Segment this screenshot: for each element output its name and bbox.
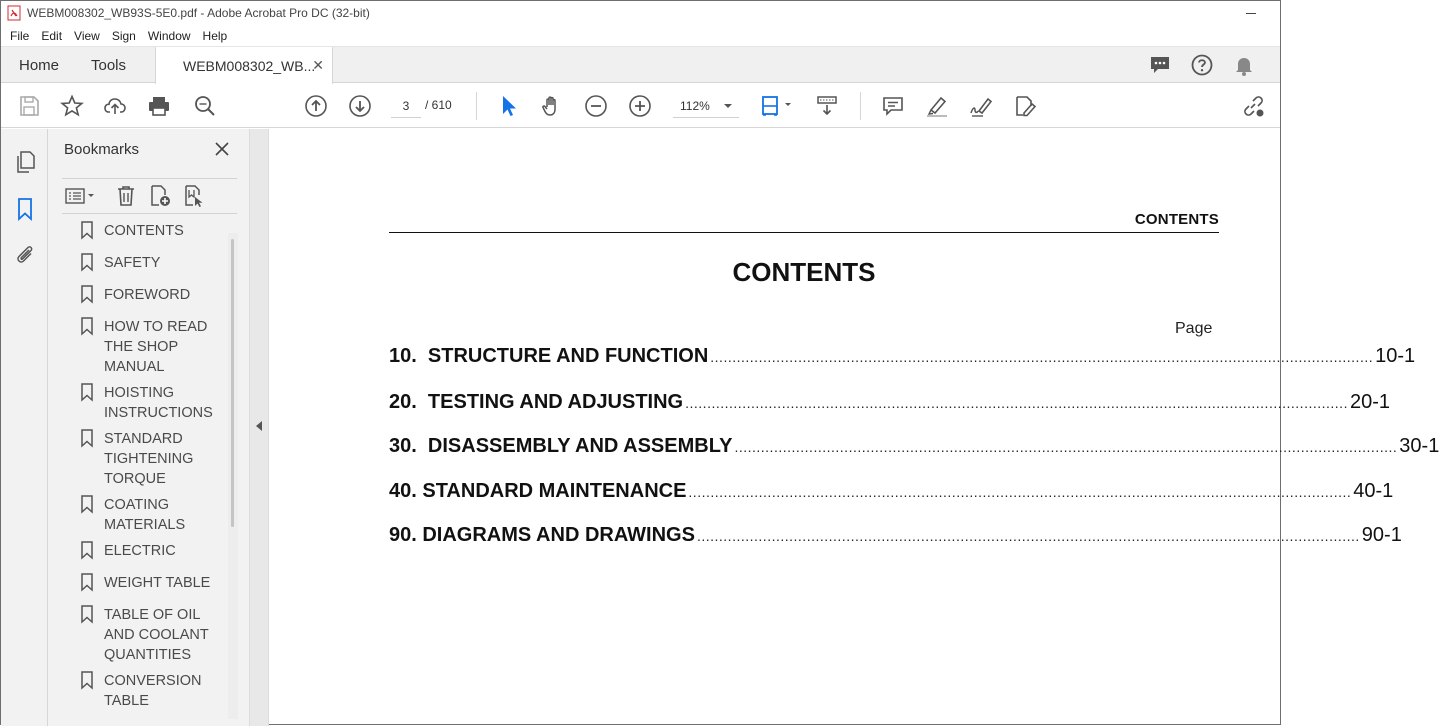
fill-sign-icon[interactable] <box>1013 94 1037 118</box>
hand-tool-icon[interactable] <box>540 94 564 118</box>
bookmarks-panel <box>48 129 249 726</box>
bookmark-ribbon-icon <box>80 495 94 513</box>
zoom-out-icon[interactable] <box>584 94 608 118</box>
tab-tools[interactable]: Tools <box>91 56 127 74</box>
bookmark-label: HOISTING INSTRUCTIONS <box>104 385 213 421</box>
bookmark-label: STANDARD TIGHTENING TORQUE <box>104 431 194 487</box>
menu-sign[interactable]: Sign <box>111 28 136 43</box>
minimize-button[interactable] <box>1244 6 1258 20</box>
toc-leader: ....................................................................................................................................................... <box>734 439 1398 455</box>
toc-page: 10-1 <box>1375 345 1416 367</box>
bookmarks-list <box>62 221 232 721</box>
zoom-search-icon[interactable] <box>193 94 217 118</box>
toc-entry[interactable] <box>389 524 1402 550</box>
toc-entry[interactable] <box>389 435 1439 461</box>
acrobat-app-icon <box>7 6 21 20</box>
toc-title: STRUCTURE AND FUNCTION <box>427 345 709 367</box>
toc-entry[interactable] <box>389 391 1390 417</box>
menu-edit[interactable]: Edit <box>41 28 63 43</box>
bookmark-label: FOREWORD <box>104 287 191 303</box>
page-thumbnails-icon[interactable] <box>13 150 37 174</box>
bookmark-ribbon-icon <box>80 605 94 623</box>
window-title: WEBM008302_WB93S-5E0.pdf - Adobe Acrobat Pro DC (32-bit) <box>27 6 370 20</box>
page-title: CONTENTS <box>732 257 876 287</box>
bookmark-ribbon-icon <box>80 285 94 303</box>
select-cursor-icon[interactable] <box>497 94 521 118</box>
bookmark-label: CONTENTS <box>104 223 184 239</box>
bookmark-options-icon[interactable] <box>64 184 98 208</box>
comment-bubble-icon[interactable] <box>1148 53 1172 77</box>
save-icon[interactable] <box>17 94 41 118</box>
bookmark-label: COATING MATERIALS <box>104 497 186 533</box>
toc-number: 30. <box>389 435 428 457</box>
bookmark-item[interactable] <box>62 495 232 535</box>
bookmark-item[interactable] <box>62 383 232 423</box>
title-bar <box>1 1 1280 25</box>
new-bookmark-icon[interactable] <box>148 184 172 208</box>
toc-title: DISASSEMBLY AND ASSEMBLY <box>427 435 733 457</box>
collapse-panel-arrow-icon[interactable] <box>256 421 262 431</box>
highlight-pen-icon[interactable] <box>925 94 949 118</box>
toc-number: 20. <box>389 391 428 413</box>
bookmark-item[interactable] <box>62 429 232 489</box>
toc-title: DIAGRAMS AND DRAWINGS <box>422 524 695 546</box>
toc-number: 40. <box>389 480 423 502</box>
star-bookmark-icon[interactable] <box>60 94 84 118</box>
bookmark-ribbon-icon <box>80 541 94 559</box>
running-header-text: CONTENTS <box>1134 211 1219 228</box>
main-toolbar <box>1 84 1280 128</box>
tab-document[interactable] <box>155 47 333 84</box>
fit-page-icon[interactable] <box>760 94 794 118</box>
notifications-bell-icon[interactable] <box>1232 53 1256 77</box>
bookmarks-panel-icon[interactable] <box>13 197 37 221</box>
page-column-label: Page <box>1175 320 1213 337</box>
next-page-icon[interactable] <box>348 94 372 118</box>
zoom-in-icon[interactable] <box>628 94 652 118</box>
menu-help[interactable]: Help <box>202 28 228 43</box>
document-view[interactable] <box>269 129 1439 724</box>
comment-icon[interactable] <box>881 94 905 118</box>
current-page-input[interactable] <box>391 94 421 118</box>
bookmark-item[interactable] <box>62 605 232 665</box>
toc-entry[interactable] <box>389 345 1416 371</box>
toolbar-separator <box>860 92 861 120</box>
toc-page: 30-1 <box>1399 435 1439 457</box>
chevron-down-icon <box>724 104 732 108</box>
bookmark-item[interactable] <box>62 671 232 711</box>
bookmark-item[interactable] <box>62 253 232 273</box>
bookmark-item[interactable] <box>62 221 232 241</box>
bookmarks-toolbar <box>62 178 237 214</box>
bookmark-item[interactable] <box>62 285 232 305</box>
toc-title: TESTING AND ADJUSTING <box>427 391 684 413</box>
bookmark-label: TABLE OF OIL AND COOLANT QUANTITIES <box>104 607 209 663</box>
toolbar-separator <box>476 92 477 120</box>
bookmark-item[interactable] <box>62 317 232 377</box>
help-icon[interactable] <box>1190 53 1214 77</box>
bookmark-label: ELECTRIC <box>104 543 176 559</box>
bookmark-label: HOW TO READ THE SHOP MANUAL <box>104 319 208 375</box>
previous-page-icon[interactable] <box>304 94 328 118</box>
bookmark-ribbon-icon <box>80 221 94 239</box>
zoom-level-value: 112% <box>680 99 710 113</box>
bookmark-label: CONVERSION TABLE <box>104 673 202 709</box>
tab-bar <box>1 46 1280 83</box>
menu-file[interactable]: File <box>10 28 30 43</box>
toc-page: 40-1 <box>1353 480 1394 502</box>
menu-bar <box>1 25 1280 46</box>
tab-document-label: WEBM008302_WB... <box>183 57 316 74</box>
toc-page: 90-1 <box>1361 524 1402 546</box>
bookmark-item[interactable] <box>62 541 232 561</box>
scrolling-mode-icon[interactable] <box>815 94 839 118</box>
toc-leader: ....................................................................................................................................................... <box>685 395 1348 411</box>
share-link-icon[interactable] <box>1241 94 1265 118</box>
toc-leader: ....................................................................................................................................................... <box>710 349 1374 365</box>
print-icon[interactable] <box>147 94 171 118</box>
menu-window[interactable]: Window <box>147 28 191 43</box>
navigation-rail <box>1 129 48 726</box>
upload-cloud-icon[interactable] <box>103 94 127 118</box>
zoom-level-dropdown[interactable] <box>673 94 739 118</box>
total-pages: / 610 <box>425 98 452 112</box>
attachments-paperclip-icon[interactable] <box>13 243 37 267</box>
toc-page: 20-1 <box>1349 391 1390 413</box>
bookmark-ribbon-icon <box>80 671 94 689</box>
panel-splitter[interactable] <box>249 129 269 726</box>
bookmark-label: WEIGHT TABLE <box>104 575 211 591</box>
toc-number: 90. <box>389 524 423 546</box>
bookmark-ribbon-icon <box>80 383 94 401</box>
find-bookmark-icon[interactable] <box>182 184 206 208</box>
bookmark-ribbon-icon <box>80 317 94 335</box>
toc-title: STANDARD MAINTENANCE <box>422 480 687 502</box>
bookmark-ribbon-icon <box>80 573 94 591</box>
draw-sign-icon[interactable] <box>969 94 993 118</box>
bookmark-ribbon-icon <box>80 253 94 271</box>
bookmark-ribbon-icon <box>80 429 94 447</box>
bookmark-label: SAFETY <box>104 255 161 271</box>
bookmarks-panel-title: Bookmarks <box>64 141 140 158</box>
tab-bar-right-icons <box>1148 53 1256 77</box>
toc-leader: ....................................................................................................................................................... <box>688 484 1352 500</box>
tab-home[interactable]: Home <box>19 56 60 74</box>
toc-leader: ....................................................................................................................................................... <box>696 528 1360 544</box>
toc-number: 10. <box>389 345 428 367</box>
menu-view[interactable]: View <box>74 28 100 43</box>
page-running-header <box>389 209 1219 233</box>
close-panel-icon[interactable] <box>214 141 230 157</box>
delete-bookmark-icon[interactable] <box>114 184 138 208</box>
close-tab-icon[interactable]: ✕ <box>312 57 324 73</box>
toc-entry[interactable] <box>389 480 1394 506</box>
bookmark-item[interactable] <box>62 573 232 593</box>
